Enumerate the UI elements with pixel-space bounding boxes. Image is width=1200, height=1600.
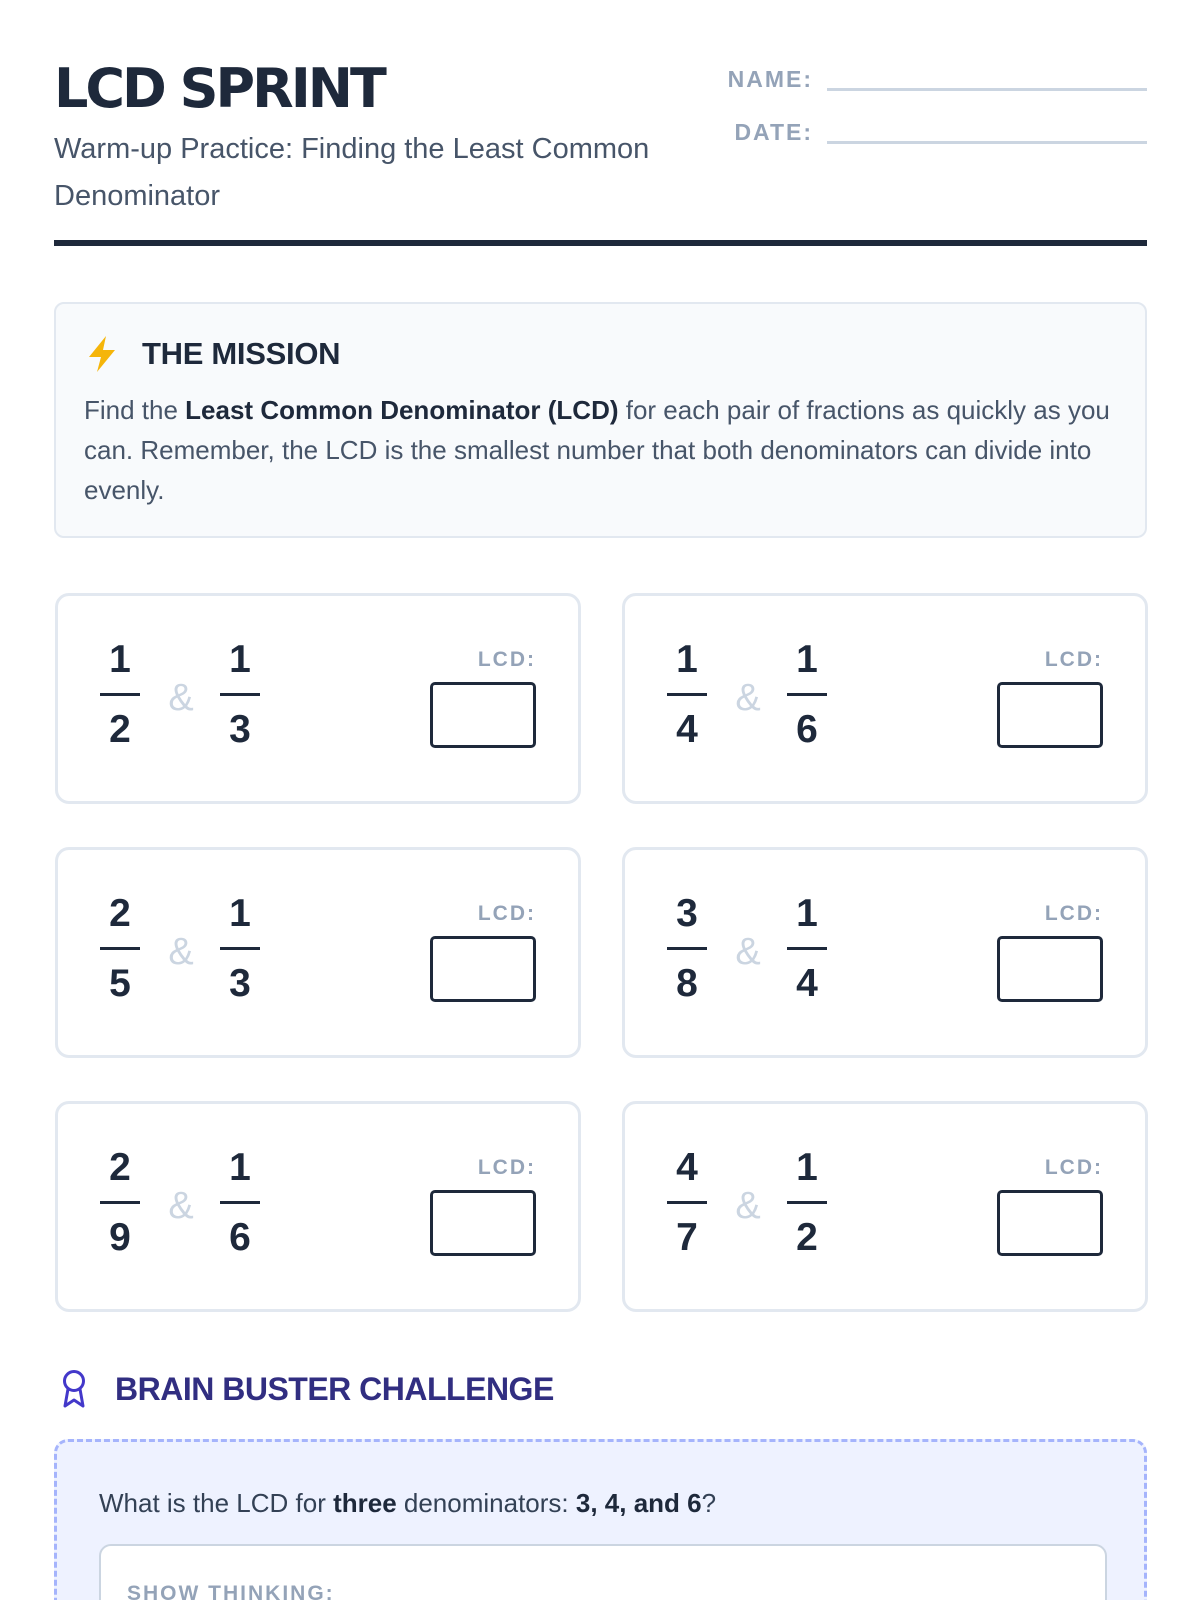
lcd-label: LCD:: [1044, 648, 1103, 671]
question-text-start: What is the LCD for: [99, 1488, 334, 1518]
fraction-bar: [100, 947, 140, 950]
name-field: [717, 58, 1147, 94]
mission-text-start: Find the: [84, 395, 186, 425]
problem-card: [55, 847, 581, 1058]
name-label: NAME:: [727, 66, 813, 92]
numerator: 1: [796, 1146, 818, 1189]
name-line[interactable]: [827, 88, 1147, 91]
fraction-bar: [667, 947, 707, 950]
problem-card: [55, 1101, 581, 1312]
header-divider: [54, 240, 1147, 246]
page-subtitle: Warm-up Practice: Finding the Least Common Denominator: [54, 133, 650, 212]
fraction-b: [787, 636, 827, 754]
question-bold-three: three: [333, 1488, 397, 1518]
lcd-answer-box[interactable]: [997, 1190, 1103, 1256]
numerator: 4: [676, 1146, 698, 1189]
fraction-bar: [100, 1201, 140, 1204]
fraction-b: [220, 890, 260, 1008]
numerator: 1: [229, 1146, 251, 1189]
date-field: [717, 111, 1147, 147]
lcd-answer-box[interactable]: [430, 682, 536, 748]
fraction-a: [667, 1144, 707, 1262]
fraction-bar: [787, 693, 827, 696]
lcd-answer-box[interactable]: [430, 1190, 536, 1256]
fraction-a: [667, 890, 707, 1008]
lcd-answer-box[interactable]: [430, 936, 536, 1002]
problem-card: [622, 593, 1148, 804]
fraction-a: [100, 1144, 140, 1262]
date-line[interactable]: [827, 141, 1147, 144]
lcd-label: LCD:: [477, 902, 536, 925]
page-title: LCD SPRINT: [54, 57, 384, 120]
fraction-bar: [667, 693, 707, 696]
numerator: 1: [676, 638, 698, 681]
denominator: 3: [229, 962, 251, 1005]
lcd-answer-box[interactable]: [997, 682, 1103, 748]
show-thinking-area[interactable]: [99, 1544, 1107, 1600]
mission-instructions: [84, 390, 1117, 510]
ampersand: &: [168, 931, 194, 973]
fraction-bar: [220, 693, 260, 696]
challenge-title: BRAIN BUSTER CHALLENGE: [115, 1370, 554, 1407]
ampersand: &: [168, 1185, 194, 1227]
show-thinking-label: SHOW THINKING:: [127, 1582, 335, 1600]
lcd-answer-box[interactable]: [997, 936, 1103, 1002]
denominator: 7: [676, 1216, 698, 1259]
fraction-bar: [220, 947, 260, 950]
denominator: 6: [796, 708, 818, 751]
fraction-a: [100, 890, 140, 1008]
fraction-a: [667, 636, 707, 754]
mission-heading: [84, 332, 1117, 376]
numerator: 2: [109, 892, 131, 935]
denominator: 4: [676, 708, 698, 751]
problem-card: [622, 1101, 1148, 1312]
numerator: 2: [109, 1146, 131, 1189]
mission-panel: [54, 302, 1147, 538]
denominator: 3: [229, 708, 251, 751]
ampersand: &: [735, 931, 761, 973]
fraction-bar: [667, 1201, 707, 1204]
fraction-bar: [787, 947, 827, 950]
challenge-heading: [60, 1368, 554, 1410]
fraction-b: [220, 636, 260, 754]
fraction-bar: [220, 1201, 260, 1204]
mission-title: THE MISSION: [142, 336, 341, 371]
numerator: 1: [229, 892, 251, 935]
numerator: 1: [796, 638, 818, 681]
fraction-b: [220, 1144, 260, 1262]
ampersand: &: [735, 1185, 761, 1227]
denominator: 4: [796, 962, 818, 1005]
problem-card: [55, 593, 581, 804]
fraction-b: [787, 890, 827, 1008]
denominator: 9: [109, 1216, 131, 1259]
lcd-label: LCD:: [1044, 902, 1103, 925]
ampersand: &: [735, 677, 761, 719]
denominator: 2: [796, 1216, 818, 1259]
numerator: 1: [109, 638, 131, 681]
mission-text-bold: Least Common Denominator (LCD): [185, 395, 619, 425]
ampersand: &: [168, 677, 194, 719]
lightning-bolt-icon: [84, 334, 120, 374]
denominator: 6: [229, 1216, 251, 1259]
student-fields: [717, 58, 1147, 164]
challenge-question: [99, 1486, 1102, 1520]
worksheet-header: [54, 58, 1147, 248]
fraction-a: [100, 636, 140, 754]
challenge-box: [54, 1439, 1147, 1600]
award-ribbon-icon: [60, 1369, 88, 1409]
numerator: 1: [229, 638, 251, 681]
numerator: 3: [676, 892, 698, 935]
fraction-bar: [100, 693, 140, 696]
fraction-b: [787, 1144, 827, 1262]
problem-card: [622, 847, 1148, 1058]
denominator: 8: [676, 962, 698, 1005]
lcd-label: LCD:: [1044, 1156, 1103, 1179]
fraction-bar: [787, 1201, 827, 1204]
question-text-end: ?: [701, 1488, 717, 1518]
denominator: 2: [109, 708, 131, 751]
question-text-middle: denominators:: [396, 1488, 576, 1518]
date-label: DATE:: [734, 119, 813, 145]
denominator: 5: [109, 962, 131, 1005]
lcd-label: LCD:: [477, 648, 536, 671]
question-bold-numbers: 3, 4, and 6: [575, 1488, 702, 1518]
lcd-label: LCD:: [477, 1156, 536, 1179]
numerator: 1: [796, 892, 818, 935]
mission-text-end: for each pair of fractions as quickly as you can. Remember, the LCD is the smallest number that both denominators can divide into evenly.: [84, 395, 1110, 505]
